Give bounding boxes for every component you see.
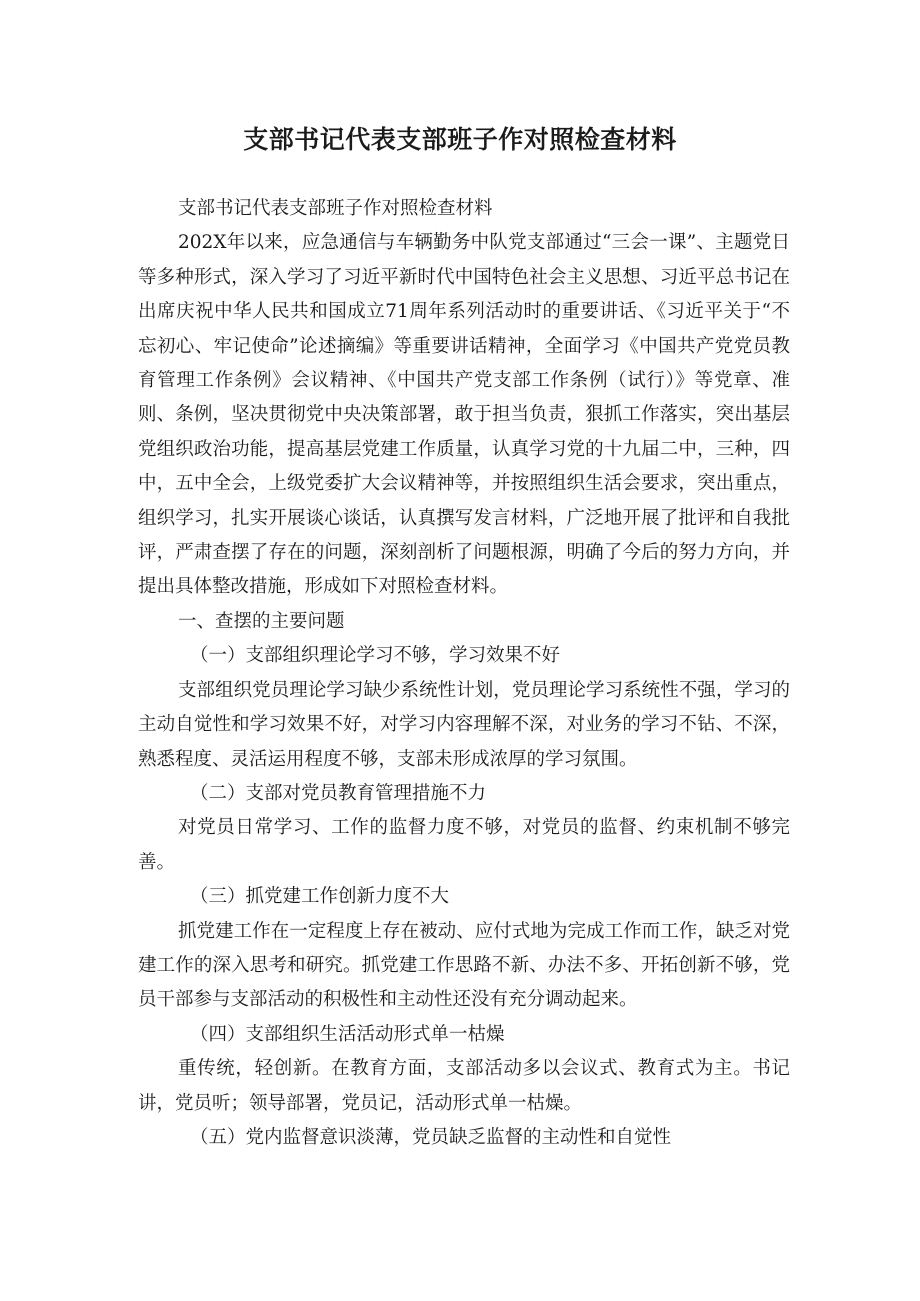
subheading-3: （三）抓党建工作创新力度不大 [190,886,450,908]
document-body [138,192,790,1155]
subheading-4: （四）支部组织生活活动形式单一枯燥 [190,1023,505,1045]
section-heading-main-problems: 一、查摆的主要问题 [178,610,345,632]
paragraph-4: 重传统，轻创新。在教育方面，支部活动多以会议式、教育式为主。书记讲，党员听；领导部署，党员记，活动形式单一枯燥。 [138,1058,790,1114]
paragraph-3: 抓党建工作在一定程度上存在被动、应付式地为完成工作而工作，缺乏对党建工作的深入思考和研究。抓党建工作思路不新、办法不多、开拓创新不够，党员干部参与支部活动的积极性和主动性还没有充分调动起来。 [138,920,790,1011]
document-title: 支部书记代表支部班子作对照检查材料 [243,125,677,154]
subheading-1: （一）支部组织理论学习不够，学习效果不好 [190,645,561,667]
subheading-2: （二）支部对党员教育管理措施不力 [190,782,487,804]
paragraph-repeated-title: 支部书记代表支部班子作对照检查材料 [178,198,493,219]
paragraph-intro: 202X年以来，应急通信与车辆勤务中队党支部通过“三会一课”、主题党日等多种形式，深入学习了习近平新时代中国特色社会主义思想、习近平总书记在出席庆祝中华人民共和国成立71周年系列活动时的重要讲话、《习近平关于“不忘初心、牢记使命”论述摘编》等重要讲话精神，全面学习《中国共产党党员教育管理工作条例》会议精神、《中国共产党支部工作条例（试行）》等党章、准则、条例，坚决贯彻党中央决策部署，敢于担当负责，狠抓工作落实，突出基层党组织政治功能，提高基层党建工作质量，认真学习党的十九届二中，三种，四中，五中全会，上级党委扩大会议精神等，并按照组织生活会要求，突出重点，组织学习，扎实开展谈心谈话，认真撰写发言材料，广泛地开展了批评和自我批评，严肃查摆了存在的问题，深刻剖析了问题根源，明确了今后的努力方向，并提出具体整改措施，形成如下对照检查材料。 [138,232,790,598]
paragraph-2: 对党员日常学习、工作的监督力度不够，对党员的监督、约束机制不够完善。 [138,817,790,873]
subheading-5: （五）党内监督意识淡薄，党员缺乏监督的主动性和自觉性 [190,1126,672,1148]
paragraph-1: 支部组织党员理论学习缺少系统性计划，党员理论学习系统性不强，学习的主动自觉性和学习效果不好，对学习内容理解不深，对业务的学习不钻、不深，熟悉程度、灵活运用程度不够，支部未形成浓厚的学习氛围。 [138,679,790,770]
